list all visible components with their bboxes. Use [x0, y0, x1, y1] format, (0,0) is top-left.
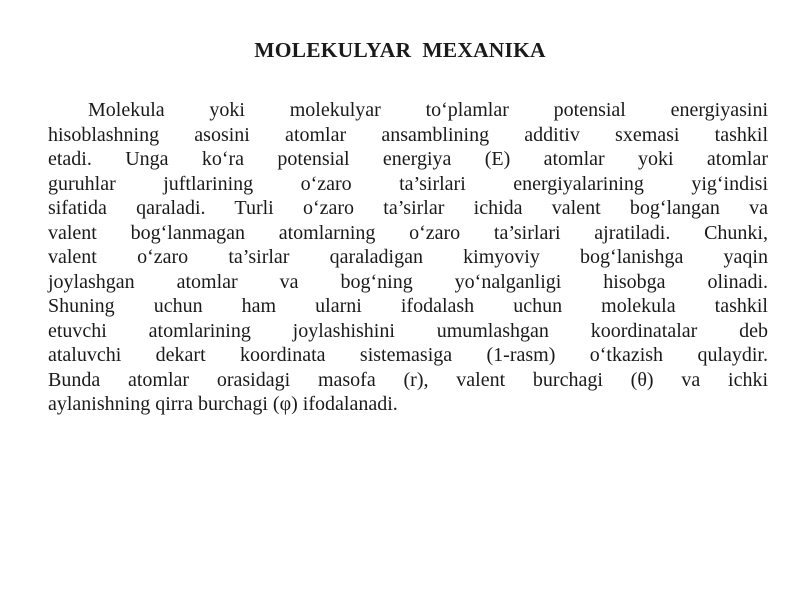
paragraph-line: ataluvchi dekart koordinata sistemasiga (1-rasm) o‘tkazish qulaydir.	[48, 344, 768, 366]
paragraph-line: sifatida qaraladi. Turli o‘zaro ta’sirlar ichida valent bog‘langan va	[48, 197, 768, 219]
paragraph-line: etuvchi atomlarining joylashishini umumlashgan koordinatalar deb	[48, 319, 768, 342]
paragraph-line: valent bog‘lanmagan atomlarning o‘zaro ta’sirlari ajratiladi. Chunki,	[48, 221, 768, 244]
paragraph-line: valent o‘zaro ta’sirlar qaraladigan kimyoviy bog‘lanishga yaqin	[48, 246, 768, 268]
paragraph-line: aylanishning qirra burchagi (φ) ifodalanadi.	[48, 393, 398, 415]
paragraph-line: Bunda atomlar orasidagi masofa (r), valent burchagi (θ) va ichki	[48, 368, 768, 391]
paragraph-line: Molekula yoki molekulyar to‘plamlar potensial energiyasini	[88, 99, 768, 121]
document-title: MOLEKULYAR MEXANIKA	[254, 38, 546, 62]
body-paragraph	[48, 98, 768, 417]
paragraph-line: guruhlar juftlarining o‘zaro ta’sirlari energiyalarining yig‘indisi	[48, 172, 768, 195]
paragraph-line: hisoblashning asosini atomlar ansamblining additiv sxemasi tashkil	[48, 123, 768, 146]
paragraph-line: joylashgan atomlar va bog‘ning yo‘nalganligi hisobga olinadi.	[48, 270, 768, 293]
paragraph-line: Shuning uchun ham ularni ifodalash uchun molekula tashkil	[48, 295, 768, 317]
paragraph-line: etadi. Unga ko‘ra potensial energiya (E) atomlar yoki atomlar	[48, 148, 768, 170]
